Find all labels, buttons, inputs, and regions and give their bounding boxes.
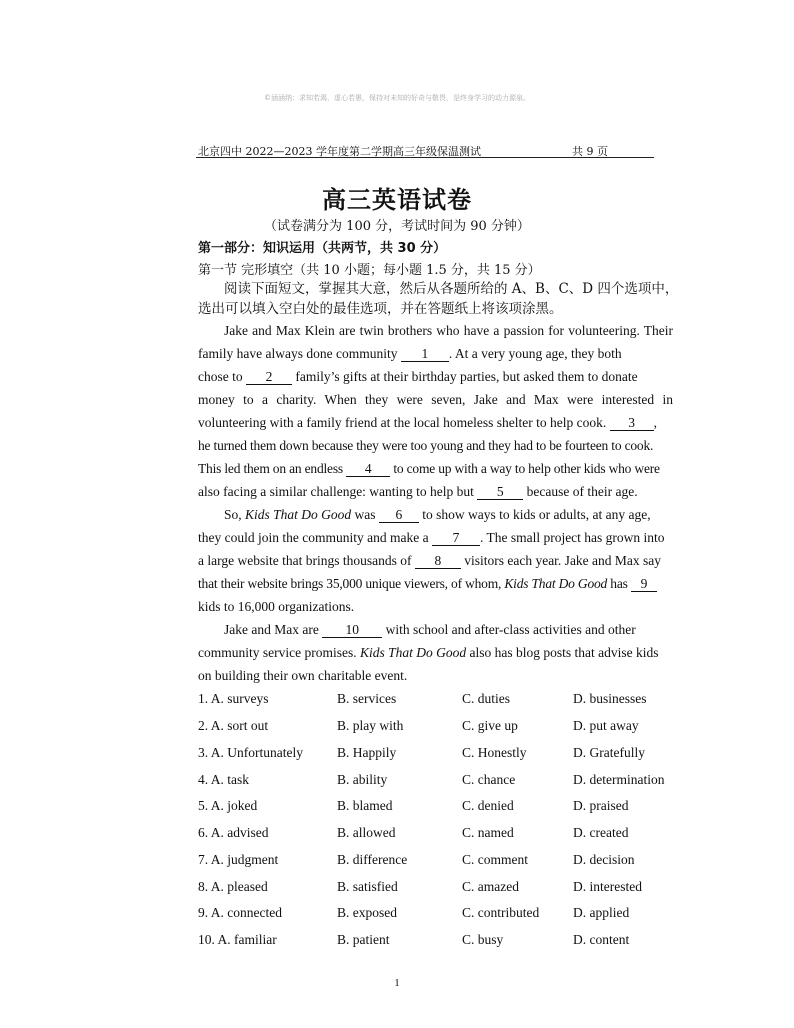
passage-text: This led them on an endless bbox=[198, 461, 343, 476]
passage-line bbox=[198, 574, 673, 594]
passage-line bbox=[198, 413, 673, 433]
option-b: B. Happily bbox=[337, 745, 397, 760]
option-d: D. businesses bbox=[573, 691, 647, 706]
passage-text: also has blog posts that advise kids bbox=[469, 645, 659, 660]
option-a: 9. A. connected bbox=[198, 905, 282, 920]
option-a: 3. A. Unfortunately bbox=[198, 745, 303, 760]
blank-5: 5 bbox=[477, 484, 523, 500]
option-c: C. busy bbox=[462, 932, 504, 947]
section-heading: 第一节 完形填空（共 10 小题；每小题 1.5 分，共 15 分） bbox=[198, 263, 541, 278]
passage-text: family have always done community bbox=[198, 346, 398, 361]
option-b: B. play with bbox=[337, 718, 404, 733]
passage-line: Jake and Max Klein are twin brothers who have a passion for volunteering. Their bbox=[224, 323, 673, 338]
passage-line bbox=[224, 620, 673, 640]
option-d: D. decision bbox=[573, 852, 635, 867]
passage-text: was bbox=[354, 507, 376, 522]
passage-text: to show ways to kids or adults, at any age, bbox=[422, 507, 651, 522]
option-d: D. content bbox=[573, 932, 630, 947]
passage-text: So, bbox=[224, 507, 242, 522]
passage-text: volunteering with a family friend at the local homeless shelter to help cook. bbox=[198, 415, 607, 430]
option-a: 8. A. pleased bbox=[198, 879, 268, 894]
page-number: 1 bbox=[394, 977, 400, 989]
passage-line bbox=[224, 505, 673, 525]
passage-line: money to a charity. When they were seven, Jake and Max were interested in bbox=[198, 392, 673, 407]
option-a: 10. A. familiar bbox=[198, 932, 277, 947]
passage-text: Jake and Max are bbox=[224, 622, 319, 637]
option-c: C. give up bbox=[462, 718, 518, 733]
blank-8: 8 bbox=[415, 553, 461, 569]
option-d: D. created bbox=[573, 825, 629, 840]
passage-text: , bbox=[653, 415, 658, 430]
option-b: B. ability bbox=[337, 772, 388, 787]
program-name: Kids That Do Good bbox=[245, 507, 352, 522]
passage-text: has bbox=[610, 576, 628, 591]
blank-3: 3 bbox=[610, 415, 654, 431]
option-d: D. determination bbox=[573, 772, 665, 787]
blank-6: 6 bbox=[379, 507, 419, 523]
instructions-line-1: 阅读下面短文，掌握其大意，然后从各题所给的 A、B、C、D 四个选项中， bbox=[224, 281, 679, 297]
option-a: 1. A. surveys bbox=[198, 691, 269, 706]
option-b: B. exposed bbox=[337, 905, 397, 920]
blank-10: 10 bbox=[322, 622, 382, 638]
option-c: C. named bbox=[462, 825, 514, 840]
option-a: 4. A. task bbox=[198, 772, 250, 787]
passage-line bbox=[198, 459, 673, 479]
option-d: D. Gratefully bbox=[573, 745, 645, 760]
passage-text: visitors each year. Jake and Max say bbox=[464, 553, 662, 568]
passage-line bbox=[198, 551, 673, 571]
passage-line bbox=[198, 528, 673, 548]
option-d: D. applied bbox=[573, 905, 630, 920]
exam-subtitle: （试卷满分为 100 分，考试时间为 90 分钟） bbox=[264, 219, 530, 234]
header-page-count: 共 9 页 bbox=[572, 145, 608, 158]
passage-line bbox=[198, 367, 673, 387]
option-a: 7. A. judgment bbox=[198, 852, 279, 867]
blank-2: 2 bbox=[246, 369, 292, 385]
option-a: 2. A. sort out bbox=[198, 718, 269, 733]
passage-text: also facing a similar challenge: wanting to help but bbox=[198, 484, 474, 499]
passage-text: because of their age. bbox=[526, 484, 638, 499]
blank-4: 4 bbox=[346, 461, 390, 477]
option-c: C. chance bbox=[462, 772, 516, 787]
option-b: B. patient bbox=[337, 932, 390, 947]
option-b: B. difference bbox=[337, 852, 408, 867]
option-c: C. Honestly bbox=[462, 745, 527, 760]
passage-text: a large website that brings thousands of bbox=[198, 553, 412, 568]
option-d: D. praised bbox=[573, 798, 629, 813]
option-b: B. satisfied bbox=[337, 879, 398, 894]
option-a: 6. A. advised bbox=[198, 825, 269, 840]
passage-line bbox=[198, 482, 673, 502]
option-c: C. denied bbox=[462, 798, 514, 813]
passage-text: that their website brings 35,000 unique viewers, of whom, bbox=[198, 576, 502, 591]
instructions-line-2: 选出可以填入空白处的最佳选项，并在答题纸上将该项涂黑。 bbox=[198, 301, 563, 317]
blank-7: 7 bbox=[432, 530, 480, 546]
option-c: C. contributed bbox=[462, 905, 540, 920]
option-b: B. services bbox=[337, 691, 397, 706]
passage-line: kids to 16,000 organizations. bbox=[198, 599, 355, 614]
passage-line bbox=[198, 643, 673, 663]
option-d: D. put away bbox=[573, 718, 639, 733]
blank-1: 1 bbox=[401, 346, 449, 362]
watermark: ©涵涵纳：求知若渴，虚心若愚，保持对未知的好奇与敬畏，是终身学习的动力源泉。 bbox=[264, 94, 530, 102]
passage-text: . At a very young age, they both bbox=[448, 346, 622, 361]
passage-text: to come up with a way to help other kids who were bbox=[393, 461, 660, 476]
passage-text: with school and after-class activities and other bbox=[385, 622, 636, 637]
option-a: 5. A. joked bbox=[198, 798, 258, 813]
option-b: B. allowed bbox=[337, 825, 396, 840]
option-c: C. comment bbox=[462, 852, 528, 867]
passage-line: on building their own charitable event. bbox=[198, 668, 408, 683]
passage-text: chose to bbox=[198, 369, 243, 384]
part-heading: 第一部分：知识运用（共两节，共 30 分） bbox=[198, 241, 447, 256]
program-name: Kids That Do Good bbox=[504, 576, 608, 591]
passage-text: community service promises. bbox=[198, 645, 357, 660]
passage-line bbox=[198, 344, 673, 364]
blank-9: 9 bbox=[631, 576, 657, 592]
header-rule bbox=[196, 157, 654, 158]
header-school-info: 北京四中 2022—2023 学年度第二学期高三年级保温测试 bbox=[198, 145, 481, 158]
option-c: C. duties bbox=[462, 691, 511, 706]
page-title: 高三英语试卷 bbox=[322, 186, 472, 214]
option-d: D. interested bbox=[573, 879, 642, 894]
program-name: Kids That Do Good bbox=[359, 645, 467, 660]
passage-text: they could join the community and make a bbox=[198, 530, 429, 545]
option-c: C. amazed bbox=[462, 879, 519, 894]
passage-text: . The small project has grown into bbox=[479, 530, 665, 545]
option-b: B. blamed bbox=[337, 798, 393, 813]
passage-text: family’s gifts at their birthday parties, but asked them to donate bbox=[295, 369, 638, 384]
passage-line: he turned them down because they were too young and they had to be fourteen to cook. bbox=[198, 438, 654, 453]
